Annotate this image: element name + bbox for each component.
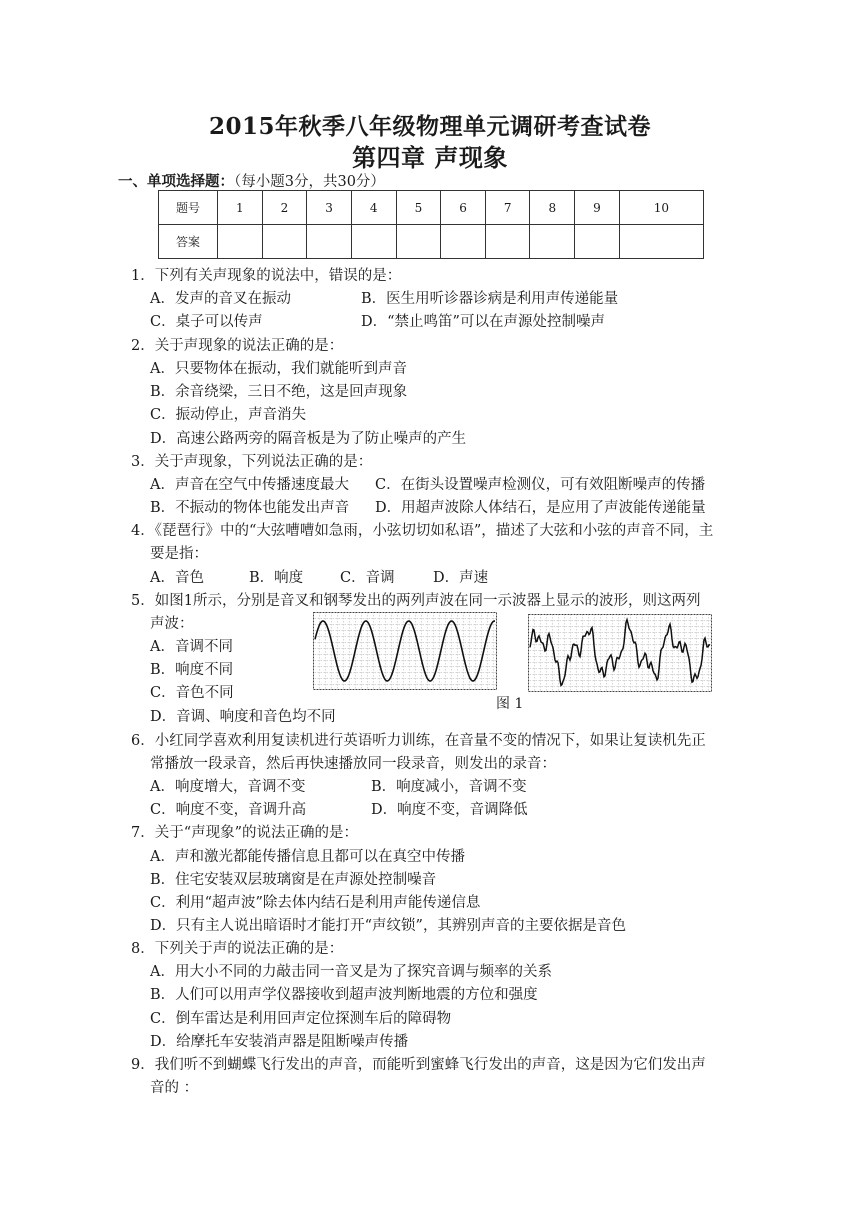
answer-cell[interactable] [619, 225, 703, 259]
exam-title: 2015年秋季八年级物理单元调研考查试卷 [208, 113, 651, 140]
answer-cell[interactable] [351, 225, 396, 259]
q1-option-a: A．发声的音叉在振动 [150, 291, 291, 307]
q2-option-b: B．余音绕梁，三日不绝，这是回声现象 [150, 384, 408, 400]
table-header-cell: 答案 [159, 225, 218, 259]
table-cell-number: 2 [262, 191, 307, 225]
section-label: 一、单项选择题： [118, 174, 234, 190]
q1-option-d: D．“禁止鸣笛”可以在声源处控制噪声 [361, 314, 605, 330]
q2-option-d: D．高速公路两旁的隔音板是为了防止噪声的产生 [150, 431, 467, 447]
table-cell-number: 4 [351, 191, 396, 225]
q8-option-d: D．给摩托车安装消声器是阻断噪声传播 [150, 1034, 409, 1050]
table-cell-number: 8 [530, 191, 575, 225]
q2-option-a: A．只要物体在振动，我们就能听到声音 [150, 361, 407, 377]
q6-option-a: A．响度增大，音调不变 [150, 779, 306, 795]
q6-option-c: C．响度不变，音调升高 [150, 802, 307, 818]
q1-option-b: B．医生用听诊器诊病是利用声传递能量 [361, 291, 619, 307]
q1-option-c: C．桌子可以传声 [150, 314, 263, 330]
table-cell-number: 1 [218, 191, 263, 225]
answer-table [158, 190, 704, 259]
question-1-stem: 1．下列有关声现象的说法中，错误的是： [131, 268, 402, 284]
question-7-stem: 7．关于“声现象”的说法正确的是： [131, 825, 359, 841]
question-9-stem-line2: 音的 ： [150, 1080, 199, 1096]
q5-option-a: A．音调不同 [150, 639, 233, 655]
table-cell-number: 9 [575, 191, 620, 225]
q6-option-b: B．响度减小，音调不变 [371, 779, 527, 795]
section-heading [118, 170, 385, 191]
question-9-stem-line1: 9．我们听不到蝴蝶飞行发出的声音，而能听到蜜蜂飞行发出的声音，这是因为它们发出声 [131, 1057, 706, 1073]
q3-option-d: D．用超声波除人体结石，是应用了声波能传递能量 [375, 500, 706, 516]
q4-option-c: C．音调 [340, 570, 395, 586]
section-note: （每小题3分，共30分） [234, 174, 385, 190]
q4-option-a: A．音色 [150, 570, 204, 586]
question-5-stem-line2: 声波： [150, 616, 194, 632]
q6-option-d: D．响度不变，音调降低 [371, 802, 528, 818]
answer-cell[interactable] [307, 225, 352, 259]
q3-option-c: C．在街头设置噪声检测仪，可有效阻断噪声的传播 [375, 477, 706, 493]
q5-option-b: B．响度不同 [150, 662, 234, 678]
answer-cell[interactable] [262, 225, 307, 259]
table-header-cell: 题号 [159, 191, 218, 225]
question-8-stem: 8．下列关于声的说法正确的是： [131, 941, 344, 957]
q3-option-a: A．声音在空气中传播速度最大 [150, 477, 349, 493]
q8-option-c: C．倒车雷达是利用回声定位探测车后的障碍物 [150, 1011, 452, 1027]
piano-waveform-figure [528, 614, 712, 692]
answer-table-answer-row [159, 225, 704, 259]
q8-option-b: B．人们可以用声学仪器接收到超声波判断地震的方位和强度 [150, 987, 538, 1003]
chapter-title: 第四章 声现象 [352, 143, 508, 172]
answer-cell[interactable] [218, 225, 263, 259]
q7-option-c: C．利用“超声波”除去体内结石是利用声能传递信息 [150, 895, 481, 911]
figure-caption: 图 1 [496, 696, 524, 712]
table-cell-number: 3 [307, 191, 352, 225]
question-4-stem-line1: 4．《琵琶行》中的“大弦嘈嘈如急雨，小弦切切如私语”，描述了大弦和小弦的声音不同，主 [131, 523, 714, 539]
answer-table-number-row [159, 191, 704, 225]
tuning-fork-waveform-figure [313, 612, 497, 690]
answer-cell[interactable] [530, 225, 575, 259]
answer-cell[interactable] [575, 225, 620, 259]
question-4-stem-line2: 要是指： [150, 546, 208, 562]
q8-option-a: A．用大小不同的力敲击同一音叉是为了探究音调与频率的关系 [150, 964, 552, 980]
q2-option-c: C．振动停止，声音消失 [150, 407, 307, 423]
question-5-stem-line1: 5．如图1所示，分别是音叉和钢琴发出的两列声波在同一示波器上显示的波形，则这两列 [131, 593, 701, 609]
q4-option-d: D．声速 [433, 570, 489, 586]
table-cell-number: 7 [485, 191, 530, 225]
table-cell-number: 10 [619, 191, 703, 225]
answer-cell[interactable] [396, 225, 441, 259]
q7-option-b: B．住宅安装双层玻璃窗是在声源处控制噪音 [150, 872, 437, 888]
table-cell-number: 5 [396, 191, 441, 225]
question-3-stem: 3．关于声现象，下列说法正确的是： [131, 454, 373, 470]
q5-option-d: D．音调、响度和音色均不同 [150, 709, 336, 725]
q4-option-b: B．响度 [249, 570, 304, 586]
answer-cell[interactable] [485, 225, 530, 259]
question-6-stem-line1: 6．小红同学喜欢利用复读机进行英语听力训练，在音量不变的情况下，如果让复读机先正 [131, 733, 706, 749]
table-cell-number: 6 [441, 191, 486, 225]
answer-cell[interactable] [441, 225, 486, 259]
q7-option-a: A．声和激光都能传播信息且都可以在真空中传播 [150, 849, 465, 865]
q3-option-b: B．不振动的物体也能发出声音 [150, 500, 350, 516]
q5-option-c: C．音色不同 [150, 685, 234, 701]
q7-option-d: D．只有主人说出暗语时才能打开“声纹锁”，其辨别声音的主要依据是音色 [150, 918, 626, 934]
question-2-stem: 2．关于声现象的说法正确的是： [131, 338, 344, 354]
question-6-stem-line2: 常播放一段录音，然后再快速播放同一段录音，则发出的录音： [150, 756, 556, 772]
